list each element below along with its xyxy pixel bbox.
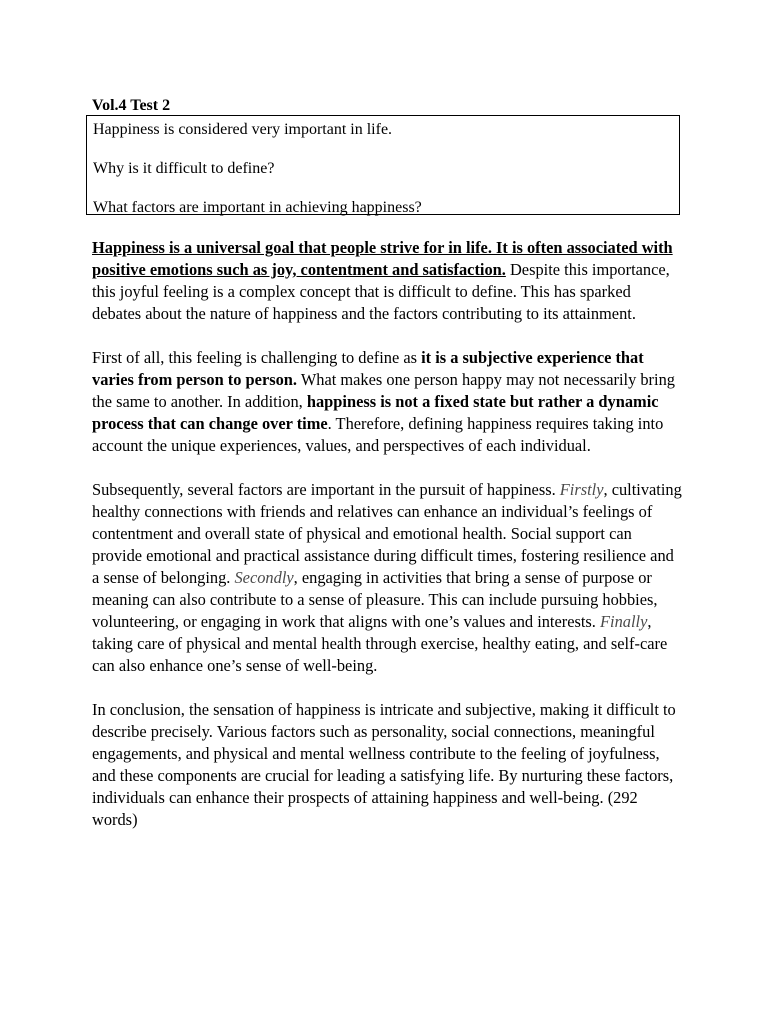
thesis-statement: Happiness is a universal goal that people strive for in life. It is often associated with positive emotions such as joy, contentment and satisfaction. [92, 238, 673, 279]
body1-text-3: . Therefore, defining happiness requires taking into account the unique experiences, values, and perspectives of each individual. [92, 414, 664, 455]
body2-text-4: , taking care of physical and mental health through exercise, healthy eating, and self-care can also enhance one’s sense of well-being. [92, 612, 668, 675]
conclusion-paragraph: In conclusion, the sensation of happiness is intricate and subjective, making it difficult to describe precisely. Various factors such as personality, social connections, meaningful engagements, and physical and mental wellness contribute to the feeling of joyfulness, and these components are crucial for leading a satisfying life. By nurturing these factors, individuals can enhance their prospects of attaining happiness and well-being. (292 words) [92, 700, 676, 829]
prompt-question-1: Why is it difficult to define? [93, 160, 275, 177]
prompt-question-2: What factors are important in achieving happiness? [93, 199, 422, 216]
firstly-connector: Firstly [559, 480, 604, 499]
essay-prompt-box [86, 115, 680, 215]
finally-connector: Finally [600, 612, 648, 631]
body1-bold-2: happiness is not a fixed state but rather a dynamic process that can change over time [92, 392, 659, 433]
body1-bold-1: it is a subjective experience that varies from person to person. [92, 348, 644, 389]
secondly-connector: Secondly [234, 568, 294, 587]
intro-paragraph [92, 237, 682, 325]
intro-text: Despite this importance, this joyful feeling is a complex concept that is difficult to define. This has sparked debates about the nature of happiness and the factors contributing to its attainment. [92, 260, 670, 323]
body-paragraph-2 [92, 479, 682, 677]
body1-text-1: First of all, this feeling is challenging to define as [92, 348, 422, 367]
body1-text-2: What makes one person happy may not necessarily bring the same to another. In addition, [92, 370, 675, 411]
body2-text-2: , cultivating healthy connections with friends and relatives can enhance an individual’s feelings of contentment and overall state of physical and emotional health. Social support can provide emotional and practical assistance during difficult times, fostering resilience and a sense of belonging. [92, 480, 682, 587]
body-paragraph-1 [92, 347, 682, 457]
body2-text-3: , engaging in activities that bring a sense of purpose or meaning can also contribute to a sense of pleasure. This can include pursuing hobbies, volunteering, or engaging in work that aligns with one’s values and interests. [92, 568, 658, 631]
prompt-statement: Happiness is considered very important in life. [93, 121, 393, 138]
essay-body [92, 237, 682, 853]
document-title: Vol.4 Test 2 [92, 97, 171, 114]
body2-text-1: Subsequently, several factors are important in the pursuit of happiness. [92, 480, 560, 499]
